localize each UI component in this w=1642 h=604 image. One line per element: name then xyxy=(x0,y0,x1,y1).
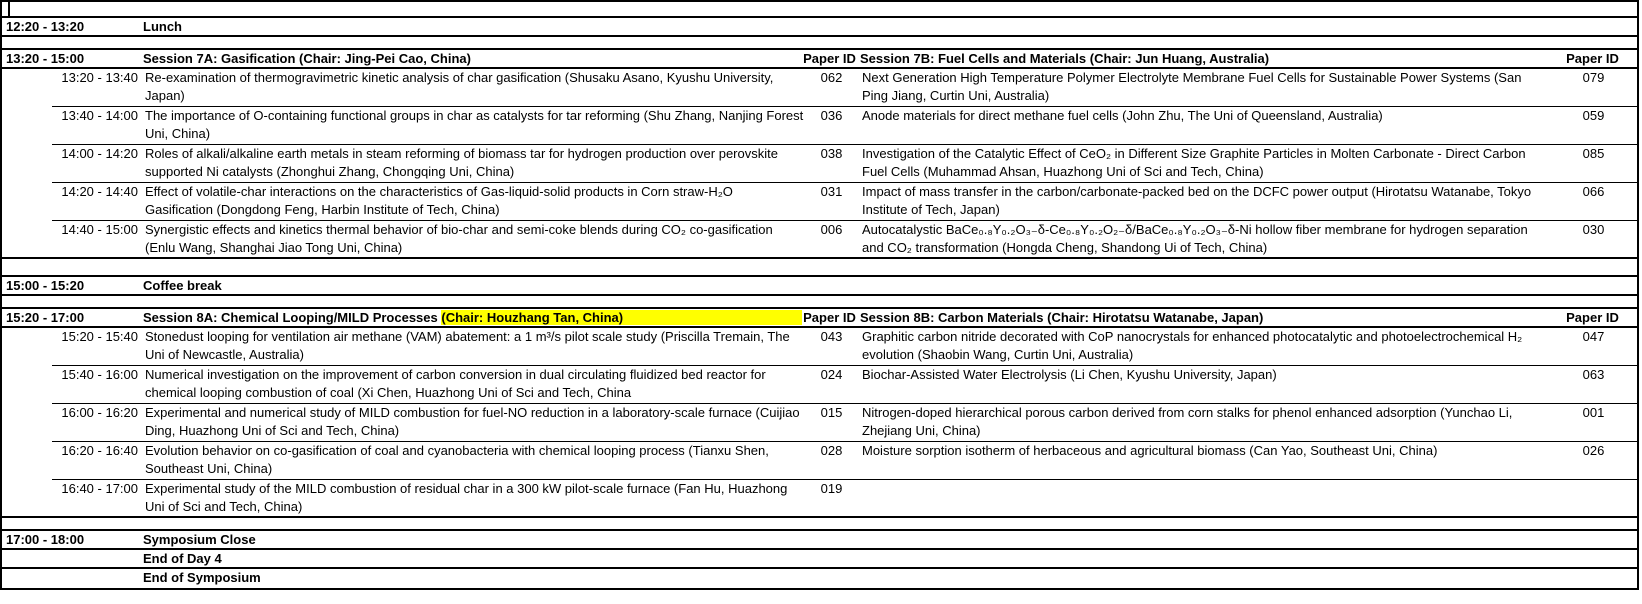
end-of-symposium-time-empty xyxy=(2,569,140,570)
paper-row xyxy=(52,480,859,518)
paper-row xyxy=(52,221,859,259)
session-7a-papers xyxy=(52,69,859,257)
paper-row xyxy=(52,145,859,183)
session-8a-papers xyxy=(52,328,859,516)
column-divider-stub xyxy=(8,2,10,16)
paper-time: 16:40 - 17:00 xyxy=(61,481,138,496)
session-7b-title: Session 7B: Fuel Cells and Materials (Chair: Jun Huang, Australia) xyxy=(860,51,1270,66)
papers-block-session-8 xyxy=(2,328,1637,518)
end-of-day-row xyxy=(2,550,1637,569)
paper-time: 14:20 - 14:40 xyxy=(61,184,138,199)
paper-id: 024 xyxy=(820,367,843,382)
paper-id: 079 xyxy=(1582,70,1605,85)
paper-id-header-8b: Paper ID xyxy=(1566,310,1619,325)
session-7-time: 13:20 - 15:00 xyxy=(6,51,85,66)
paper-row xyxy=(859,328,1637,366)
paper-title: Re-examination of thermogravimetric kinetic analysis of char gasification (Shusaku Asano, Kyushu University, Japan) xyxy=(145,70,774,104)
session-8a-title xyxy=(140,309,802,325)
paper-id: 085 xyxy=(1582,146,1605,161)
close-time: 17:00 - 18:00 xyxy=(6,532,85,547)
paper-id: 026 xyxy=(1582,443,1605,458)
coffee-break-row xyxy=(2,277,1637,296)
paper-id-header-7b: Paper ID xyxy=(1566,51,1619,66)
paper-id: 047 xyxy=(1582,329,1605,344)
coffee-time: 15:00 - 15:20 xyxy=(6,278,85,293)
paper-title: Biochar-Assisted Water Electrolysis (Li Chen, Kyushu University, Japan) xyxy=(862,367,1277,382)
paper-id: 066 xyxy=(1582,184,1605,199)
paper-row xyxy=(859,442,1637,480)
paper-id: 043 xyxy=(820,329,843,344)
paper-row xyxy=(52,442,859,480)
paper-row xyxy=(859,145,1637,183)
lunch-row xyxy=(2,18,1637,37)
end-of-day-time-empty xyxy=(2,550,140,551)
paper-title: Graphitic carbon nitride decorated with CoP nanocrystals for enhanced photocatalytic and photoelectrochemical H₂ evolution (Shaobin Wang, Curtin Uni, Australia) xyxy=(862,329,1523,363)
paper-row xyxy=(859,69,1637,107)
session-8a-chair-highlight: (Chair: Houzhang Tan, China) xyxy=(441,310,802,325)
paper-title: Evolution behavior on co-gasification of coal and cyanobacteria with chemical looping process (Tianxu Shen, Southeast Uni, China) xyxy=(145,443,769,477)
paper-row xyxy=(859,107,1637,145)
session-header-row-7 xyxy=(2,50,1637,69)
paper-title: The importance of O-containing functional groups in char as catalysts for tar reforming (Shu Zhang, Nanjing Forest Uni, China) xyxy=(145,108,804,142)
paper-id: 015 xyxy=(820,405,843,420)
session-7a-title xyxy=(140,50,802,66)
paper-title: Anode materials for direct methane fuel cells (John Zhu, The Uni of Queensland, Australia) xyxy=(862,108,1383,123)
end-of-symposium-label: End of Symposium xyxy=(143,570,261,585)
paper-row xyxy=(52,69,859,107)
paper-row xyxy=(52,404,859,442)
paper-id: 036 xyxy=(820,108,843,123)
session-8b-title: Session 8B: Carbon Materials (Chair: Hirotatsu Watanabe, Japan) xyxy=(860,310,1264,325)
paper-time: 13:40 - 14:00 xyxy=(61,108,138,123)
session-7b-papers xyxy=(859,69,1637,257)
paper-id: 063 xyxy=(1582,367,1605,382)
paper-id-header-7a: Paper ID xyxy=(803,51,856,66)
paper-time: 13:20 - 13:40 xyxy=(61,70,138,85)
paper-title: Nitrogen-doped hierarchical porous carbon derived from corn stalks for phenol enhanced adsorption (Yunchao Li, Zhejiang Uni, China) xyxy=(862,405,1513,439)
paper-title: Stonedust looping for ventilation air methane (VAM) abatement: a 1 m³/s pilot scale study (Priscilla Tremain, The Uni of Newcastle, Australia) xyxy=(145,329,790,363)
papers-block-session-7 xyxy=(2,69,1637,259)
session-8-time: 15:20 - 17:00 xyxy=(6,310,85,325)
paper-row xyxy=(52,183,859,221)
paper-title: Experimental study of the MILD combustion of residual char in a 300 kW pilot-scale furnace (Fan Hu, Huazhong Uni of Sci and Tech, China) xyxy=(145,481,788,515)
paper-time: 16:20 - 16:40 xyxy=(61,443,138,458)
paper-id-header-8a: Paper ID xyxy=(803,310,856,325)
coffee-label: Coffee break xyxy=(143,278,222,293)
paper-title: Numerical investigation on the improvement of carbon conversion in dual circulating fluidized bed reactor for chemical looping combustion of coal (Xi Chen, Huazhong Uni of Sci and Tech, China xyxy=(145,367,766,401)
paper-row xyxy=(859,183,1637,221)
paper-id: 038 xyxy=(820,146,843,161)
paper-id: 059 xyxy=(1582,108,1605,123)
paper-title: Effect of volatile-char interactions on the characteristics of Gas-liquid-solid products in Corn straw-H₂O Gasification (Dongdong Feng, Harbin Institute of Tech, China) xyxy=(145,184,733,218)
paper-time: 16:00 - 16:20 xyxy=(61,405,138,420)
paper-title: Next Generation High Temperature Polymer Electrolyte Membrane Fuel Cells for Sustainable Power Systems (San Ping Jiang, Curtin Uni, Australia) xyxy=(862,70,1522,104)
session-7a-title-text: Session 7A: Gasification (Chair: Jing-Pei Cao, China) xyxy=(143,51,471,66)
lunch-time: 12:20 - 13:20 xyxy=(6,19,85,34)
paper-time: 15:20 - 15:40 xyxy=(61,329,138,344)
paper-id: 006 xyxy=(820,222,843,237)
paper-title: Moisture sorption isotherm of herbaceous and agricultural biomass (Can Yao, Southeast Uni, China) xyxy=(862,443,1438,458)
paper-row xyxy=(859,404,1637,442)
paper-title: Autocatalystic BaCe₀.₈Y₀.₂O₃₋δ-Ce₀.₈Y₀.₂O₂₋δ/BaCe₀.₈Y₀.₂O₃₋δ-Ni hollow fiber membrane for hydrogen separation and CO₂ transformation (Hongda Cheng, Shandong Ui of Tech, China) xyxy=(862,222,1528,256)
paper-id: 028 xyxy=(820,443,843,458)
paper-title: Roles of alkali/alkaline earth metals in steam reforming of biomass tar for hydrogen production over perovskite supported Ni catalysts (Zhonghui Zhang, Chongqing Uni, China) xyxy=(145,146,778,180)
paper-row xyxy=(52,366,859,404)
paper-id: 031 xyxy=(820,184,843,199)
empty-row-top xyxy=(2,2,1637,18)
close-label: Symposium Close xyxy=(143,532,256,547)
paper-title: Synergistic effects and kinetics thermal behavior of bio-char and semi-coke blends during CO₂ co-gasification (Enlu Wang, Shanghai Jiao Tong Uni, China) xyxy=(145,222,773,256)
lunch-label: Lunch xyxy=(143,19,182,34)
paper-row xyxy=(52,328,859,366)
empty-row xyxy=(2,37,1637,50)
paper-title: Impact of mass transfer in the carbon/carbonate-packed bed on the DCFC power output (Hirotatsu Watanabe, Tokyo Institute of Tech, Japan) xyxy=(862,184,1532,218)
paper-id: 019 xyxy=(820,481,843,496)
paper-id: 030 xyxy=(1582,222,1605,237)
empty-row xyxy=(2,518,1637,531)
paper-title: Investigation of the Catalytic Effect of CeO₂ in Different Size Graphite Particles in Molten Carbonate - Direct Carbon Fuel Cells (Muhammad Ahsan, Huazhong Uni of Sci and Tech, China) xyxy=(862,146,1526,180)
paper-row xyxy=(859,366,1637,404)
end-of-day-label: End of Day 4 xyxy=(143,551,222,566)
paper-row xyxy=(859,221,1637,259)
end-of-symposium-row xyxy=(2,569,1637,588)
session-8a-title-text: Session 8A: Chemical Looping/MILD Processes xyxy=(143,310,442,325)
session-header-row-8 xyxy=(2,309,1637,328)
paper-time: 15:40 - 16:00 xyxy=(61,367,138,382)
paper-time: 14:40 - 15:00 xyxy=(61,222,138,237)
paper-title: Experimental and numerical study of MILD combustion for fuel-NO reduction in a laboratory-scale furnace (Cuijiao Ding, Huazhong Uni of Sci and Tech, China) xyxy=(145,405,800,439)
paper-id: 001 xyxy=(1582,405,1605,420)
paper-id: 062 xyxy=(820,70,843,85)
empty-row xyxy=(2,259,1637,277)
empty-row xyxy=(2,296,1637,309)
paper-row xyxy=(52,107,859,145)
session-8b-papers xyxy=(859,328,1637,516)
symposium-close-row xyxy=(2,531,1637,550)
paper-time: 14:00 - 14:20 xyxy=(61,146,138,161)
